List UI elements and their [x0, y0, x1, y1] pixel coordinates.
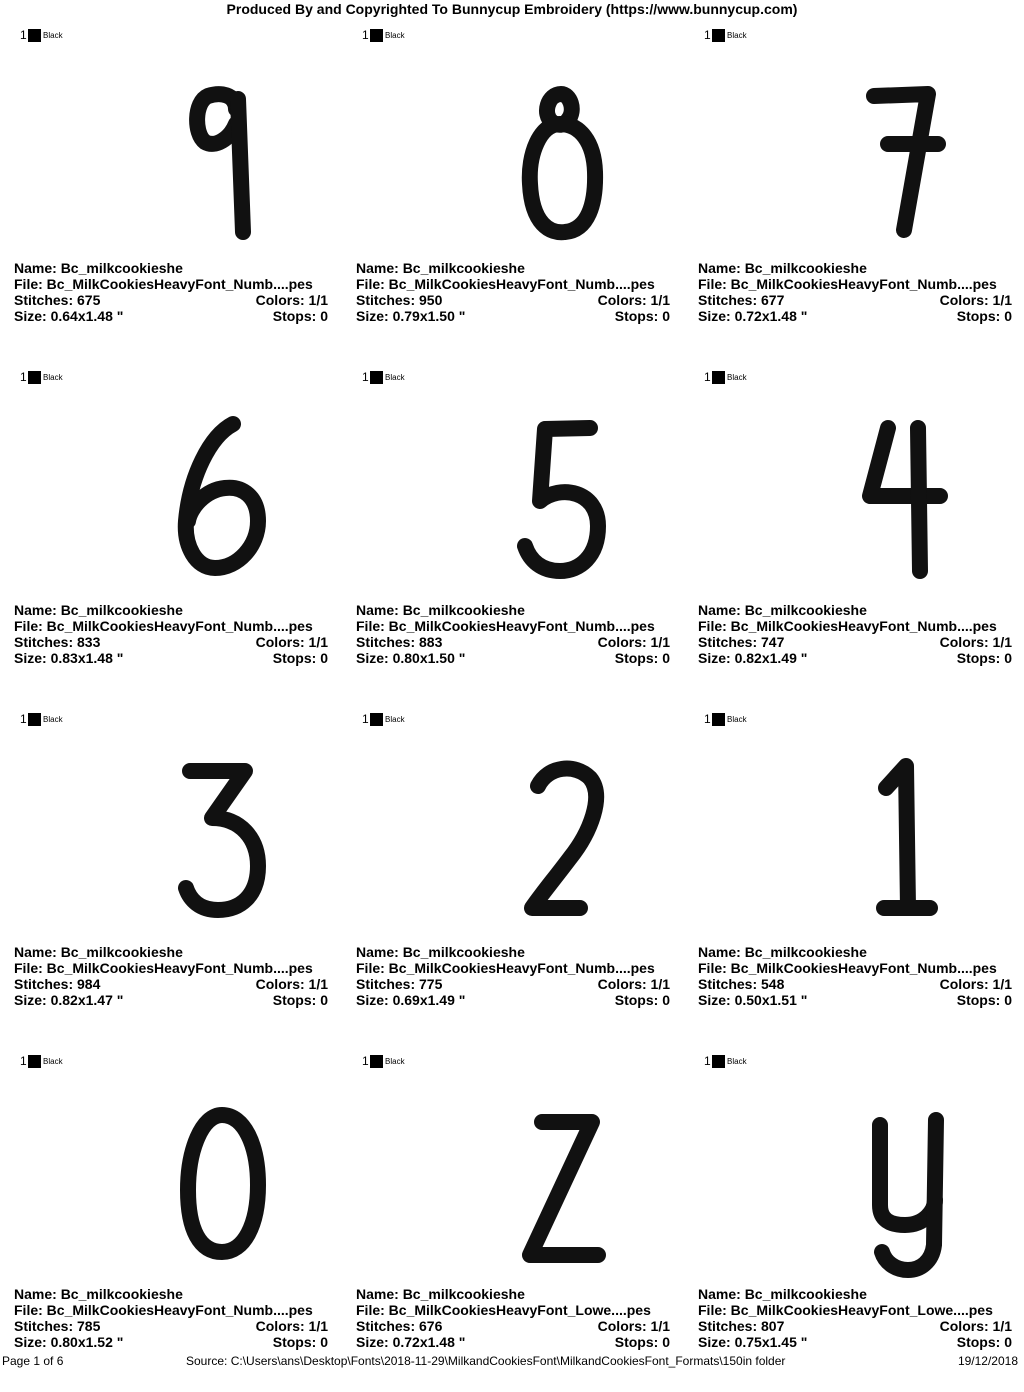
- colors-row: Colors: 1/1: [939, 1318, 1012, 1334]
- stitches-row: Stitches: 833: [14, 634, 101, 650]
- stitches-row: Stitches: 676: [356, 1318, 443, 1334]
- swatch-name: Black: [385, 30, 405, 40]
- design-info: [14, 260, 328, 324]
- file-row: File: Bc_MilkCookiesHeavyFont_Numb....pes: [356, 618, 655, 634]
- size-row: Size: 0.64x1.48 ": [14, 308, 124, 324]
- name-row: Name: Bc_milkcookieshe: [14, 944, 183, 960]
- design-grid: [0, 24, 1024, 1354]
- swatch-name: Black: [43, 1056, 63, 1066]
- file-row: File: Bc_MilkCookiesHeavyFont_Numb....pes: [14, 276, 313, 292]
- design-card: [342, 708, 684, 1050]
- name-row: Name: Bc_milkcookieshe: [14, 602, 183, 618]
- embroidery-glyph: [342, 1080, 684, 1280]
- swatch-name: Black: [385, 1056, 405, 1066]
- black-swatch-icon: [28, 713, 41, 726]
- design-card: [684, 24, 1024, 366]
- black-swatch-icon: [370, 1055, 383, 1068]
- color-swatch: [704, 712, 747, 726]
- design-info: [356, 1286, 670, 1350]
- design-info: [14, 1286, 328, 1350]
- file-row: File: Bc_MilkCookiesHeavyFont_Numb....pes: [14, 618, 313, 634]
- file-row: File: Bc_MilkCookiesHeavyFont_Numb....pes: [698, 618, 997, 634]
- swatch-number: 1: [362, 370, 369, 384]
- stops-row: Stops: 0: [614, 650, 670, 666]
- black-swatch-icon: [370, 713, 383, 726]
- design-card: [684, 708, 1024, 1050]
- glyph-4-icon: [684, 396, 1024, 596]
- glyph-z-icon: [342, 1080, 684, 1280]
- size-row: Size: 0.82x1.49 ": [698, 650, 808, 666]
- design-info: [698, 260, 1012, 324]
- glyph-6-icon: [0, 396, 342, 596]
- stitches-row: Stitches: 548: [698, 976, 785, 992]
- name-row: Name: Bc_milkcookieshe: [698, 944, 867, 960]
- file-row: File: Bc_MilkCookiesHeavyFont_Numb....pes: [356, 960, 655, 976]
- size-row: Size: 0.69x1.49 ": [356, 992, 466, 1008]
- stops-row: Stops: 0: [956, 650, 1012, 666]
- embroidery-glyph: [342, 396, 684, 596]
- color-swatch: [362, 712, 405, 726]
- size-row: Size: 0.80x1.50 ": [356, 650, 466, 666]
- color-swatch: [704, 370, 747, 384]
- size-row: Size: 0.50x1.51 ": [698, 992, 808, 1008]
- design-card: [0, 1050, 342, 1392]
- black-swatch-icon: [370, 371, 383, 384]
- embroidery-glyph: [342, 54, 684, 254]
- stitches-row: Stitches: 747: [698, 634, 785, 650]
- swatch-number: 1: [362, 28, 369, 42]
- size-row: Size: 0.72x1.48 ": [356, 1334, 466, 1350]
- colors-row: Colors: 1/1: [939, 634, 1012, 650]
- glyph-5-icon: [342, 396, 684, 596]
- file-row: File: Bc_MilkCookiesHeavyFont_Lowe....pes: [698, 1302, 993, 1318]
- colors-row: Colors: 1/1: [939, 976, 1012, 992]
- colors-row: Colors: 1/1: [597, 976, 670, 992]
- stops-row: Stops: 0: [956, 308, 1012, 324]
- color-swatch: [704, 28, 747, 42]
- color-swatch: [362, 370, 405, 384]
- swatch-name: Black: [727, 372, 747, 382]
- color-swatch: [20, 1054, 63, 1068]
- page-footer: [0, 1353, 1024, 1369]
- size-row: Size: 0.82x1.47 ": [14, 992, 124, 1008]
- design-card: [342, 24, 684, 366]
- colors-row: Colors: 1/1: [255, 634, 328, 650]
- stops-row: Stops: 0: [614, 308, 670, 324]
- print-date: 19/12/2018: [957, 1354, 1018, 1368]
- swatch-number: 1: [362, 712, 369, 726]
- glyph-8-icon: [342, 54, 684, 254]
- swatch-number: 1: [704, 712, 711, 726]
- colors-row: Colors: 1/1: [255, 292, 328, 308]
- swatch-name: Black: [727, 714, 747, 724]
- size-row: Size: 0.79x1.50 ": [356, 308, 466, 324]
- swatch-number: 1: [20, 1054, 27, 1068]
- stops-row: Stops: 0: [272, 992, 328, 1008]
- file-row: File: Bc_MilkCookiesHeavyFont_Numb....pes: [698, 276, 997, 292]
- embroidery-glyph: [0, 396, 342, 596]
- name-row: Name: Bc_milkcookieshe: [356, 602, 525, 618]
- stops-row: Stops: 0: [272, 650, 328, 666]
- black-swatch-icon: [370, 29, 383, 42]
- stops-row: Stops: 0: [956, 1334, 1012, 1350]
- swatch-number: 1: [20, 712, 27, 726]
- colors-row: Colors: 1/1: [939, 292, 1012, 308]
- embroidery-glyph: [0, 1080, 342, 1280]
- glyph-1-icon: [684, 738, 1024, 938]
- colors-row: Colors: 1/1: [255, 1318, 328, 1334]
- name-row: Name: Bc_milkcookieshe: [698, 1286, 867, 1302]
- embroidery-glyph: [684, 738, 1024, 938]
- file-row: File: Bc_MilkCookiesHeavyFont_Numb....pes: [356, 276, 655, 292]
- page-header: Produced By and Copyrighted To Bunnycup Embroidery (https://www.bunnycup.com): [226, 1, 798, 17]
- stitches-row: Stitches: 807: [698, 1318, 785, 1334]
- file-row: File: Bc_MilkCookiesHeavyFont_Numb....pes: [14, 960, 313, 976]
- color-swatch: [20, 712, 63, 726]
- size-row: Size: 0.83x1.48 ": [14, 650, 124, 666]
- swatch-number: 1: [362, 1054, 369, 1068]
- swatch-number: 1: [20, 28, 27, 42]
- name-row: Name: Bc_milkcookieshe: [698, 602, 867, 618]
- glyph-3-icon: [0, 738, 342, 938]
- color-swatch: [20, 28, 63, 42]
- name-row: Name: Bc_milkcookieshe: [14, 1286, 183, 1302]
- design-card: [684, 366, 1024, 708]
- stitches-row: Stitches: 883: [356, 634, 443, 650]
- stitches-row: Stitches: 950: [356, 292, 443, 308]
- swatch-name: Black: [43, 372, 63, 382]
- black-swatch-icon: [28, 29, 41, 42]
- stops-row: Stops: 0: [614, 1334, 670, 1350]
- page-number: Page 1 of 6: [2, 1354, 64, 1368]
- design-info: [698, 944, 1012, 1008]
- glyph-0-icon: [0, 1080, 342, 1280]
- swatch-name: Black: [385, 714, 405, 724]
- size-row: Size: 0.75x1.45 ": [698, 1334, 808, 1350]
- design-card: [0, 366, 342, 708]
- size-row: Size: 0.80x1.52 ": [14, 1334, 124, 1350]
- colors-row: Colors: 1/1: [255, 976, 328, 992]
- embroidery-glyph: [684, 396, 1024, 596]
- design-card: [684, 1050, 1024, 1392]
- glyph-9-icon: [0, 54, 342, 254]
- embroidery-glyph: [0, 54, 342, 254]
- colors-row: Colors: 1/1: [597, 634, 670, 650]
- black-swatch-icon: [28, 1055, 41, 1068]
- colors-row: Colors: 1/1: [597, 292, 670, 308]
- embroidery-glyph: [342, 738, 684, 938]
- design-info: [698, 602, 1012, 666]
- swatch-name: Black: [43, 714, 63, 724]
- color-swatch: [362, 28, 405, 42]
- stops-row: Stops: 0: [272, 1334, 328, 1350]
- stops-row: Stops: 0: [614, 992, 670, 1008]
- design-info: [356, 944, 670, 1008]
- name-row: Name: Bc_milkcookieshe: [14, 260, 183, 276]
- color-swatch: [20, 370, 63, 384]
- embroidery-glyph: [684, 54, 1024, 254]
- file-row: File: Bc_MilkCookiesHeavyFont_Lowe....pes: [356, 1302, 651, 1318]
- design-info: [698, 1286, 1012, 1350]
- swatch-number: 1: [704, 28, 711, 42]
- file-row: File: Bc_MilkCookiesHeavyFont_Numb....pes: [14, 1302, 313, 1318]
- name-row: Name: Bc_milkcookieshe: [356, 944, 525, 960]
- design-card: [0, 24, 342, 366]
- swatch-number: 1: [20, 370, 27, 384]
- stitches-row: Stitches: 775: [356, 976, 443, 992]
- design-info: [356, 602, 670, 666]
- source-path: Source: C:\Users\ans\Desktop\Fonts\2018-11-29\MilkandCookiesFont\MilkandCookiesFont_Formats\150in folder: [186, 1354, 786, 1368]
- name-row: Name: Bc_milkcookieshe: [356, 260, 525, 276]
- embroidery-glyph: [684, 1080, 1024, 1280]
- design-card: [342, 1050, 684, 1392]
- black-swatch-icon: [712, 29, 725, 42]
- size-row: Size: 0.72x1.48 ": [698, 308, 808, 324]
- black-swatch-icon: [712, 713, 725, 726]
- stitches-row: Stitches: 785: [14, 1318, 101, 1334]
- design-info: [14, 602, 328, 666]
- design-card: [342, 366, 684, 708]
- swatch-name: Black: [727, 1056, 747, 1066]
- swatch-number: 1: [704, 370, 711, 384]
- design-info: [356, 260, 670, 324]
- stitches-row: Stitches: 984: [14, 976, 101, 992]
- black-swatch-icon: [28, 371, 41, 384]
- glyph-2-icon: [342, 738, 684, 938]
- stops-row: Stops: 0: [272, 308, 328, 324]
- glyph-7-icon: [684, 54, 1024, 254]
- swatch-name: Black: [43, 30, 63, 40]
- glyph-y-icon: [684, 1080, 1024, 1280]
- embroidery-glyph: [0, 738, 342, 938]
- color-swatch: [704, 1054, 747, 1068]
- name-row: Name: Bc_milkcookieshe: [356, 1286, 525, 1302]
- swatch-name: Black: [727, 30, 747, 40]
- file-row: File: Bc_MilkCookiesHeavyFont_Numb....pes: [698, 960, 997, 976]
- black-swatch-icon: [712, 371, 725, 384]
- swatch-name: Black: [385, 372, 405, 382]
- colors-row: Colors: 1/1: [597, 1318, 670, 1334]
- color-swatch: [362, 1054, 405, 1068]
- stitches-row: Stitches: 675: [14, 292, 101, 308]
- stops-row: Stops: 0: [956, 992, 1012, 1008]
- design-card: [0, 708, 342, 1050]
- design-info: [14, 944, 328, 1008]
- black-swatch-icon: [712, 1055, 725, 1068]
- swatch-number: 1: [704, 1054, 711, 1068]
- stitches-row: Stitches: 677: [698, 292, 785, 308]
- name-row: Name: Bc_milkcookieshe: [698, 260, 867, 276]
